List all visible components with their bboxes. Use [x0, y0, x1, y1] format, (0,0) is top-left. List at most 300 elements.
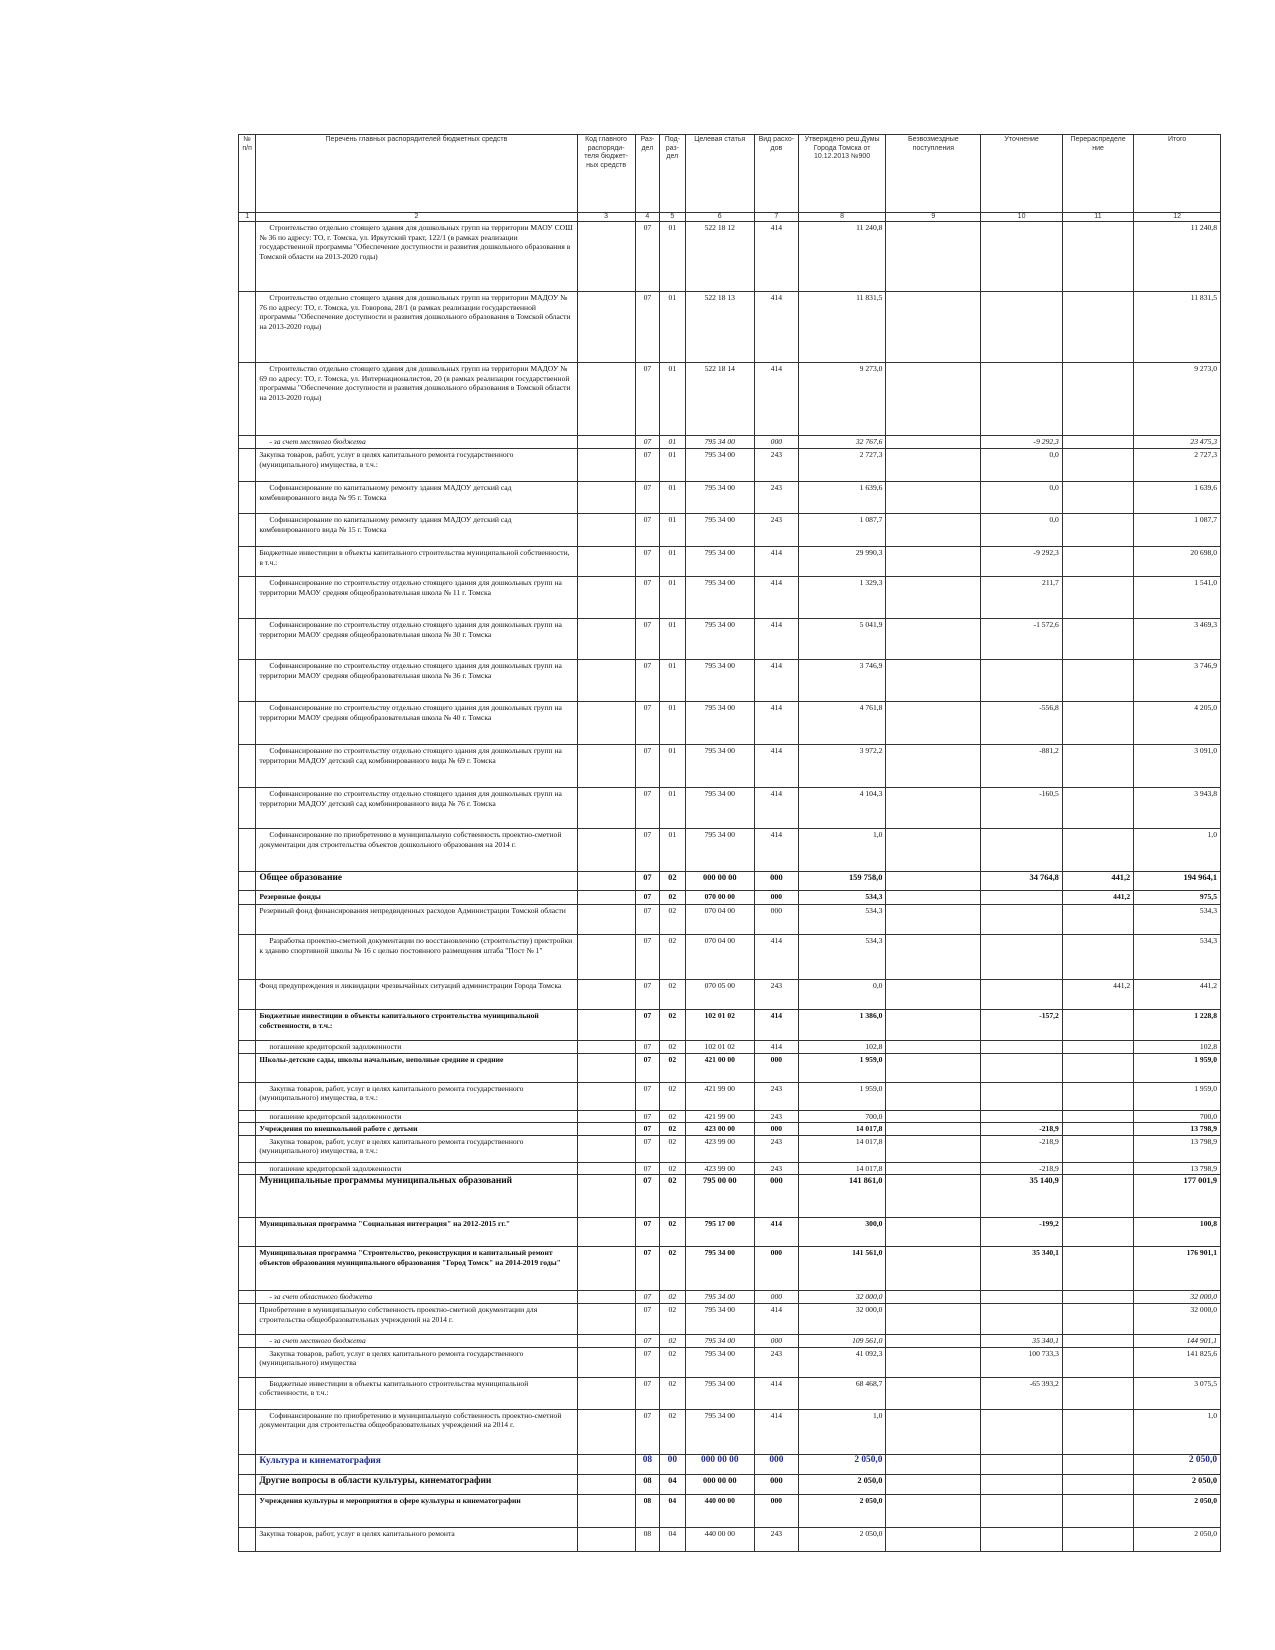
- cell-total: 3 075,5: [1134, 1377, 1221, 1409]
- cell-grants: [886, 1377, 981, 1409]
- column-number: 6: [685, 213, 754, 222]
- cell-target-article: 795 34 00: [685, 1334, 754, 1347]
- cell-expense-type: 414: [754, 1303, 798, 1334]
- cell-approved: 14 017,8: [798, 1135, 886, 1162]
- cell-grants: [886, 1110, 981, 1123]
- cell-expense-type: 243: [754, 482, 798, 514]
- cell-code: [577, 619, 635, 660]
- cell-clarification: [981, 660, 1063, 702]
- cell-podrazdel: 04: [660, 1494, 685, 1527]
- cell-name: Софинансирование по приобретению в муниципальную собственность проектно-сметной документации для строительства объектов дошкольного образования на 2014 г.: [256, 829, 577, 872]
- cell-grants: [886, 872, 981, 891]
- cell-razdel: 07: [635, 547, 659, 577]
- cell-grants: [886, 547, 981, 577]
- header-name: Перечень главных распорядителей бюджетных средств: [256, 135, 577, 213]
- cell-target-article: 070 04 00: [685, 935, 754, 980]
- table-row: [239, 1135, 1221, 1162]
- table-row: [239, 1218, 1221, 1247]
- cell-code: [577, 222, 635, 292]
- cell-razdel: 08: [635, 1474, 659, 1494]
- cell-approved: 141 561,0: [798, 1247, 886, 1291]
- cell-approved: 2 050,0: [798, 1494, 886, 1527]
- cell-name: Строительство отдельно стоящего здания для дошкольных групп на территории МАДОУ № 69 по адресу: ТО, г. Томска, ул. Интернационалистов, 20 (в рамках реализации государственной программы "Обеспечение доступности и развития дошкольного образования в Томской области на 2013-2020 годы): [256, 363, 577, 436]
- cell-num: [239, 1010, 256, 1041]
- cell-code: [577, 660, 635, 702]
- cell-razdel: 07: [635, 1334, 659, 1347]
- cell-grants: [886, 891, 981, 905]
- cell-grants: [886, 619, 981, 660]
- cell-clarification: [981, 222, 1063, 292]
- cell-total: 2 727,3: [1134, 449, 1221, 482]
- cell-podrazdel: 01: [660, 363, 685, 436]
- cell-target-article: 070 05 00: [685, 980, 754, 1010]
- cell-podrazdel: 01: [660, 449, 685, 482]
- cell-num: [239, 577, 256, 619]
- cell-num: [239, 1053, 256, 1082]
- cell-approved: 2 050,0: [798, 1474, 886, 1494]
- cell-target-article: 795 34 00: [685, 577, 754, 619]
- cell-grants: [886, 514, 981, 547]
- cell-grants: [886, 1334, 981, 1347]
- cell-grants: [886, 436, 981, 449]
- cell-name: - за счет областного бюджета: [256, 1291, 577, 1304]
- table-row: [239, 1247, 1221, 1291]
- cell-podrazdel: 04: [660, 1474, 685, 1494]
- cell-total: 9 273,0: [1134, 363, 1221, 436]
- cell-podrazdel: 01: [660, 514, 685, 547]
- cell-expense-type: 414: [754, 745, 798, 788]
- cell-approved: 1,0: [798, 829, 886, 872]
- cell-expense-type: 243: [754, 1347, 798, 1377]
- column-number: 7: [754, 213, 798, 222]
- cell-code: [577, 1527, 635, 1551]
- table-row: [239, 514, 1221, 547]
- cell-grants: [886, 980, 981, 1010]
- cell-total: 534,3: [1134, 935, 1221, 980]
- cell-clarification: [981, 1041, 1063, 1054]
- cell-target-article: 421 99 00: [685, 1110, 754, 1123]
- cell-expense-type: 243: [754, 514, 798, 547]
- cell-name: погашение кредиторской задолженности: [256, 1162, 577, 1175]
- cell-clarification: 0,0: [981, 514, 1063, 547]
- table-header: [239, 135, 1221, 222]
- cell-name: Учреждения культуры и мероприятия в сфере культуры и кинематографии: [256, 1494, 577, 1527]
- cell-num: [239, 1454, 256, 1474]
- cell-name: Софинансирование по строительству отдельно стоящего здания для дошкольных групп на территории МАДОУ детский сад комбинированного вида № 76 г. Томска: [256, 788, 577, 829]
- cell-redistribution: [1062, 292, 1133, 363]
- cell-approved: 159 758,0: [798, 872, 886, 891]
- column-number: 4: [635, 213, 659, 222]
- cell-total: 176 901,1: [1134, 1247, 1221, 1291]
- cell-expense-type: 414: [754, 1409, 798, 1454]
- cell-clarification: 211,7: [981, 577, 1063, 619]
- cell-razdel: 07: [635, 1409, 659, 1454]
- cell-code: [577, 1377, 635, 1409]
- cell-podrazdel: 01: [660, 619, 685, 660]
- cell-expense-type: 000: [754, 1454, 798, 1474]
- cell-redistribution: [1062, 363, 1133, 436]
- cell-podrazdel: 02: [660, 1175, 685, 1218]
- cell-redistribution: [1062, 1162, 1133, 1175]
- cell-razdel: 07: [635, 980, 659, 1010]
- cell-name: погашение кредиторской задолженности: [256, 1041, 577, 1054]
- cell-clarification: [981, 1110, 1063, 1123]
- cell-podrazdel: 00: [660, 1454, 685, 1474]
- cell-code: [577, 1291, 635, 1304]
- cell-total: 23 475,3: [1134, 436, 1221, 449]
- cell-redistribution: [1062, 1218, 1133, 1247]
- cell-num: [239, 514, 256, 547]
- cell-expense-type: 000: [754, 872, 798, 891]
- cell-clarification: 35 140,9: [981, 1175, 1063, 1218]
- cell-razdel: 08: [635, 1527, 659, 1551]
- cell-target-article: 423 99 00: [685, 1135, 754, 1162]
- cell-num: [239, 980, 256, 1010]
- cell-num: [239, 292, 256, 363]
- cell-total: 194 964,1: [1134, 872, 1221, 891]
- cell-clarification: [981, 1082, 1063, 1110]
- table-row: [239, 1041, 1221, 1054]
- cell-podrazdel: 02: [660, 1377, 685, 1409]
- cell-grants: [886, 1162, 981, 1175]
- cell-code: [577, 436, 635, 449]
- cell-name: погашение кредиторской задолженности: [256, 1110, 577, 1123]
- cell-target-article: 795 34 00: [685, 702, 754, 745]
- cell-target-article: 423 00 00: [685, 1123, 754, 1136]
- cell-clarification: 35 340,1: [981, 1247, 1063, 1291]
- cell-code: [577, 1162, 635, 1175]
- cell-name: Школы-детские сады, школы начальные, неполные средние и средние: [256, 1053, 577, 1082]
- cell-redistribution: [1062, 1082, 1133, 1110]
- cell-expense-type: 000: [754, 1247, 798, 1291]
- table-row: [239, 1053, 1221, 1082]
- cell-podrazdel: 02: [660, 1082, 685, 1110]
- cell-redistribution: [1062, 1377, 1133, 1409]
- cell-redistribution: [1062, 577, 1133, 619]
- cell-approved: 300,0: [798, 1218, 886, 1247]
- cell-grants: [886, 905, 981, 935]
- cell-grants: [886, 1053, 981, 1082]
- column-number: 11: [1062, 213, 1133, 222]
- cell-code: [577, 745, 635, 788]
- cell-target-article: 795 34 00: [685, 788, 754, 829]
- cell-approved: 1 959,0: [798, 1082, 886, 1110]
- cell-clarification: -9 292,3: [981, 547, 1063, 577]
- cell-approved: 1 386,0: [798, 1010, 886, 1041]
- cell-code: [577, 788, 635, 829]
- cell-razdel: 07: [635, 436, 659, 449]
- cell-grants: [886, 1454, 981, 1474]
- cell-podrazdel: 01: [660, 660, 685, 702]
- column-number: 9: [886, 213, 981, 222]
- column-number: 10: [981, 213, 1063, 222]
- cell-name: Общее образование: [256, 872, 577, 891]
- cell-podrazdel: 01: [660, 222, 685, 292]
- table-row: [239, 577, 1221, 619]
- cell-code: [577, 905, 635, 935]
- cell-redistribution: [1062, 1527, 1133, 1551]
- cell-redistribution: [1062, 1291, 1133, 1304]
- cell-target-article: 795 34 00: [685, 619, 754, 660]
- cell-num: [239, 1527, 256, 1551]
- cell-target-article: 440 00 00: [685, 1494, 754, 1527]
- cell-redistribution: [1062, 1041, 1133, 1054]
- cell-podrazdel: 02: [660, 1218, 685, 1247]
- cell-expense-type: 000: [754, 1175, 798, 1218]
- cell-clarification: -218,9: [981, 1135, 1063, 1162]
- cell-redistribution: [1062, 1010, 1133, 1041]
- cell-code: [577, 829, 635, 872]
- cell-code: [577, 872, 635, 891]
- cell-num: [239, 1218, 256, 1247]
- cell-podrazdel: 02: [660, 1347, 685, 1377]
- header-total: Итого: [1134, 135, 1221, 213]
- cell-total: 441,2: [1134, 980, 1221, 1010]
- cell-code: [577, 891, 635, 905]
- cell-target-article: 522 18 12: [685, 222, 754, 292]
- cell-expense-type: 243: [754, 1527, 798, 1551]
- cell-approved: 32 000,0: [798, 1291, 886, 1304]
- cell-name: Закупка товаров, работ, услуг в целях капитального ремонта государственного (муниципального) имущества, в т.ч.:: [256, 1082, 577, 1110]
- cell-num: [239, 745, 256, 788]
- cell-razdel: 07: [635, 363, 659, 436]
- table-row: [239, 436, 1221, 449]
- cell-grants: [886, 1218, 981, 1247]
- cell-target-article: 795 34 00: [685, 547, 754, 577]
- cell-expense-type: 000: [754, 1494, 798, 1527]
- cell-target-article: 795 34 00: [685, 1409, 754, 1454]
- cell-expense-type: 000: [754, 1334, 798, 1347]
- cell-expense-type: 414: [754, 619, 798, 660]
- table-row: [239, 1010, 1221, 1041]
- cell-razdel: 07: [635, 660, 659, 702]
- cell-clarification: [981, 292, 1063, 363]
- cell-code: [577, 482, 635, 514]
- header-redistribution: Перераспределе ние: [1062, 135, 1133, 213]
- cell-num: [239, 1135, 256, 1162]
- cell-clarification: -157,2: [981, 1010, 1063, 1041]
- cell-razdel: 07: [635, 1303, 659, 1334]
- budget-table-sheet: [238, 134, 1221, 1552]
- table-row: [239, 1110, 1221, 1123]
- cell-redistribution: [1062, 1474, 1133, 1494]
- cell-redistribution: [1062, 745, 1133, 788]
- cell-razdel: 07: [635, 935, 659, 980]
- cell-grants: [886, 1010, 981, 1041]
- cell-razdel: 07: [635, 1291, 659, 1304]
- cell-clarification: [981, 905, 1063, 935]
- cell-clarification: -556,8: [981, 702, 1063, 745]
- cell-total: 100,8: [1134, 1218, 1221, 1247]
- cell-razdel: 07: [635, 1175, 659, 1218]
- cell-target-article: 795 34 00: [685, 1303, 754, 1334]
- cell-target-article: 423 99 00: [685, 1162, 754, 1175]
- cell-code: [577, 1454, 635, 1474]
- cell-clarification: -1 572,6: [981, 619, 1063, 660]
- cell-name: Бюджетные инвестиции в объекты капитального строительства муниципальной собственности, в т.ч.:: [256, 547, 577, 577]
- cell-target-article: 070 04 00: [685, 905, 754, 935]
- cell-expense-type: 414: [754, 702, 798, 745]
- table-row: [239, 872, 1221, 891]
- cell-name: Муниципальная программа "Социальная интеграция" на 2012-2015 гг.": [256, 1218, 577, 1247]
- cell-redistribution: [1062, 829, 1133, 872]
- cell-approved: 11 831,5: [798, 292, 886, 363]
- cell-approved: 102,8: [798, 1041, 886, 1054]
- cell-approved: 3 746,9: [798, 660, 886, 702]
- cell-target-article: 000 00 00: [685, 1474, 754, 1494]
- cell-name: Софинансирование по капитальному ремонту здания МАДОУ детский сад комбинированного вида № 15 г. Томска: [256, 514, 577, 547]
- cell-code: [577, 1175, 635, 1218]
- cell-code: [577, 363, 635, 436]
- table-row: [239, 1334, 1221, 1347]
- cell-code: [577, 1494, 635, 1527]
- cell-clarification: -9 292,3: [981, 436, 1063, 449]
- cell-total: 1 959,0: [1134, 1053, 1221, 1082]
- table-body: [239, 222, 1221, 1552]
- cell-redistribution: [1062, 1334, 1133, 1347]
- cell-target-article: 421 99 00: [685, 1082, 754, 1110]
- cell-approved: 109 561,0: [798, 1334, 886, 1347]
- cell-grants: [886, 222, 981, 292]
- cell-name: Софинансирование по строительству отдельно стоящего здания для дошкольных групп на территории МАОУ средняя общеобразовательная школа № 11 г. Томска: [256, 577, 577, 619]
- cell-total: 3 469,3: [1134, 619, 1221, 660]
- cell-name: Закупка товаров, работ, услуг в целях капитального ремонта государственного (муниципального) имущества: [256, 1347, 577, 1377]
- cell-num: [239, 702, 256, 745]
- cell-name: Культура и кинематография: [256, 1454, 577, 1474]
- cell-name: Резервные фонды: [256, 891, 577, 905]
- cell-podrazdel: 01: [660, 829, 685, 872]
- cell-podrazdel: 02: [660, 980, 685, 1010]
- cell-total: 3 091,0: [1134, 745, 1221, 788]
- cell-target-article: 795 34 00: [685, 745, 754, 788]
- cell-total: 1,0: [1134, 829, 1221, 872]
- cell-target-article: 070 00 00: [685, 891, 754, 905]
- table-row: [239, 222, 1221, 292]
- cell-code: [577, 1303, 635, 1334]
- cell-code: [577, 1053, 635, 1082]
- cell-clarification: -881,2: [981, 745, 1063, 788]
- cell-grants: [886, 745, 981, 788]
- table-row: [239, 1409, 1221, 1454]
- cell-approved: 4 761,8: [798, 702, 886, 745]
- cell-razdel: 07: [635, 891, 659, 905]
- cell-code: [577, 935, 635, 980]
- table-row: [239, 1303, 1221, 1334]
- cell-expense-type: 414: [754, 1010, 798, 1041]
- cell-total: 13 798,9: [1134, 1135, 1221, 1162]
- cell-approved: 2 727,3: [798, 449, 886, 482]
- table-row: [239, 1347, 1221, 1377]
- cell-target-article: 522 18 13: [685, 292, 754, 363]
- cell-approved: 534,3: [798, 935, 886, 980]
- cell-redistribution: [1062, 905, 1133, 935]
- cell-approved: 0,0: [798, 980, 886, 1010]
- cell-total: 1 959,0: [1134, 1082, 1221, 1110]
- cell-razdel: 07: [635, 222, 659, 292]
- cell-clarification: -160,5: [981, 788, 1063, 829]
- cell-grants: [886, 1527, 981, 1551]
- cell-total: 144 901,1: [1134, 1334, 1221, 1347]
- cell-razdel: 07: [635, 829, 659, 872]
- cell-clarification: [981, 1527, 1063, 1551]
- cell-num: [239, 1409, 256, 1454]
- cell-num: [239, 222, 256, 292]
- cell-clarification: 35 340,1: [981, 1334, 1063, 1347]
- column-number: 12: [1134, 213, 1221, 222]
- cell-razdel: 07: [635, 482, 659, 514]
- cell-name: Закупка товаров, работ, услуг в целях капитального ремонта государственного (муниципального) имущества, в т.ч.:: [256, 449, 577, 482]
- cell-total: 32 000,0: [1134, 1291, 1221, 1304]
- cell-razdel: 07: [635, 1123, 659, 1136]
- header-num: № п/п: [239, 135, 256, 213]
- table-row: [239, 745, 1221, 788]
- cell-total: 102,8: [1134, 1041, 1221, 1054]
- header-podrazdel: Под- раз- дел: [660, 135, 685, 213]
- cell-approved: 1 959,0: [798, 1053, 886, 1082]
- cell-redistribution: [1062, 1494, 1133, 1527]
- table-row: [239, 829, 1221, 872]
- cell-total: 141 825,6: [1134, 1347, 1221, 1377]
- table-row: [239, 449, 1221, 482]
- cell-podrazdel: 02: [660, 1291, 685, 1304]
- cell-target-article: 421 00 00: [685, 1053, 754, 1082]
- cell-code: [577, 702, 635, 745]
- cell-razdel: 07: [635, 1082, 659, 1110]
- cell-expense-type: 414: [754, 660, 798, 702]
- cell-code: [577, 292, 635, 363]
- cell-approved: 700,0: [798, 1110, 886, 1123]
- cell-razdel: 08: [635, 1454, 659, 1474]
- table-row: [239, 1474, 1221, 1494]
- cell-total: 2 050,0: [1134, 1454, 1221, 1474]
- table-row: [239, 980, 1221, 1010]
- cell-grants: [886, 1123, 981, 1136]
- cell-redistribution: [1062, 1135, 1133, 1162]
- cell-redistribution: [1062, 1303, 1133, 1334]
- header-clarification: Уточнение: [981, 135, 1063, 213]
- cell-podrazdel: 02: [660, 1247, 685, 1291]
- cell-total: 20 698,0: [1134, 547, 1221, 577]
- cell-num: [239, 1494, 256, 1527]
- cell-podrazdel: 02: [660, 1041, 685, 1054]
- cell-code: [577, 1347, 635, 1377]
- cell-expense-type: 414: [754, 788, 798, 829]
- cell-expense-type: 414: [754, 1041, 798, 1054]
- cell-podrazdel: 01: [660, 436, 685, 449]
- cell-num: [239, 935, 256, 980]
- cell-total: 534,3: [1134, 905, 1221, 935]
- cell-name: Строительство отдельно стоящего здания для дошкольных групп на территории МАОУ СОШ № 36 по адресу: ТО, г. Томска, ул. Иркутский тракт, 122/1 (в рамках реализации государственной программы "Обеспечение доступности и развития дошкольного образования в Томской области на 2013-2020 годы): [256, 222, 577, 292]
- cell-target-article: 795 17 00: [685, 1218, 754, 1247]
- cell-grants: [886, 1409, 981, 1454]
- cell-razdel: 07: [635, 905, 659, 935]
- cell-redistribution: [1062, 449, 1133, 482]
- header-code: Код главного распоряди- теля бюджет- ных средств: [577, 135, 635, 213]
- cell-grants: [886, 935, 981, 980]
- header-target-article: Целевая статья: [685, 135, 754, 213]
- cell-razdel: 07: [635, 1110, 659, 1123]
- cell-podrazdel: 02: [660, 891, 685, 905]
- cell-redistribution: [1062, 514, 1133, 547]
- cell-razdel: 07: [635, 449, 659, 482]
- cell-num: [239, 1082, 256, 1110]
- cell-name: Муниципальная программа "Строительство, реконструкция и капитальный ремонт объектов образования муниципального образования "Город Томск" на 2014-2019 годы": [256, 1247, 577, 1291]
- cell-expense-type: 243: [754, 1135, 798, 1162]
- cell-total: 13 798,9: [1134, 1162, 1221, 1175]
- cell-approved: 14 017,8: [798, 1162, 886, 1175]
- cell-podrazdel: 02: [660, 1303, 685, 1334]
- cell-clarification: [981, 363, 1063, 436]
